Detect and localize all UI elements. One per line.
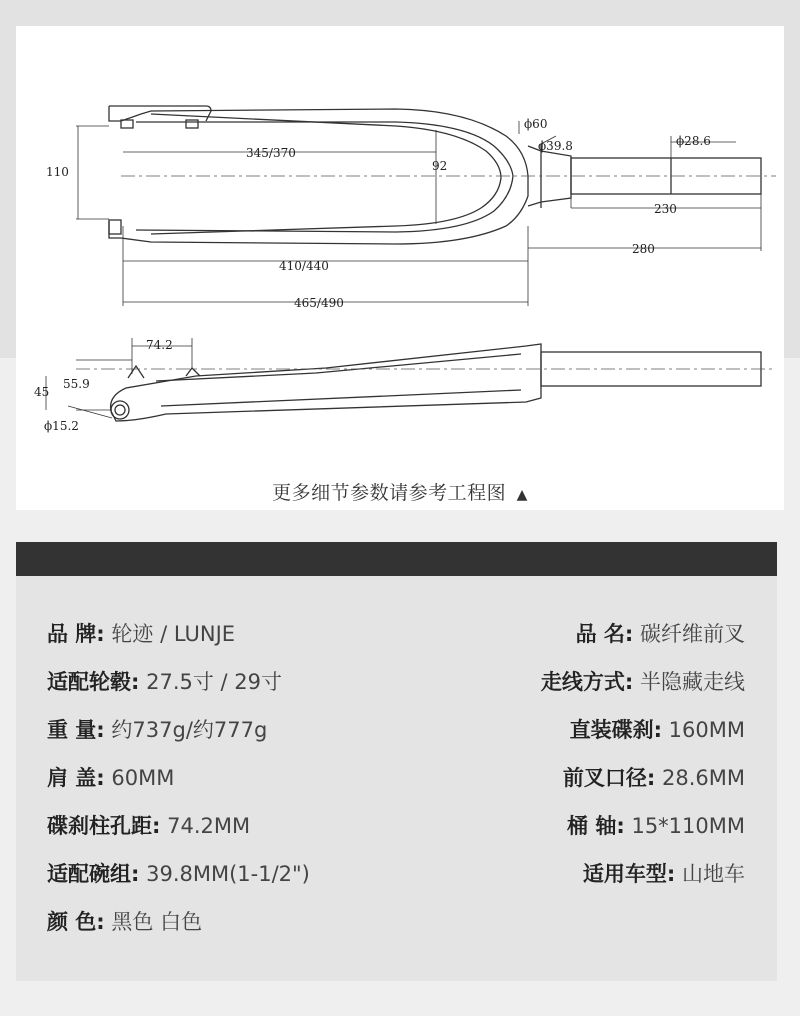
dim-465-490: 465/490 [294,296,344,310]
spec-value: 60MM [111,766,175,790]
dim-280: 280 [632,242,655,256]
spec-label: 肩 盖: [47,766,105,790]
fork-blade-inner-line [151,114,501,234]
spec-label: 重 量: [47,718,105,742]
spec-value: 28.6MM [662,766,745,790]
fork-top-view [109,106,761,244]
spec-value: 74.2MM [167,814,251,838]
spec-header-bar [16,542,777,576]
dropout-tab-2 [186,120,198,128]
spec-product-name [576,618,745,648]
spec-direct-disc [570,714,745,744]
spec-label: 前叉口径: [562,766,656,790]
dim-92: 92 [432,159,448,173]
side-blade-outline [111,344,541,421]
dim-d15-2: ϕ15.2 [44,419,79,433]
spec-brand [47,618,235,648]
engineering-drawing-card [16,26,784,510]
dim-d28-6: ϕ28.6 [676,134,711,148]
drawing-caption [16,478,784,505]
spec-label: 桶 轴: [567,814,625,838]
spec-label: 碟刹柱孔距: [47,814,161,838]
spec-label: 适用车型: [582,862,676,886]
caption-text: 更多细节参数请参考工程图 [272,482,507,504]
spec-label: 直装碟刹: [569,718,662,742]
axle-hole-inner [115,405,125,415]
axle-hole [111,401,129,419]
dim-d39-8: ϕ39.8 [538,139,573,153]
spec-label: 适配轮毂: [47,670,140,694]
dim-110: 110 [46,165,69,179]
spec-thru-axle [567,810,745,840]
dim-d60: ϕ60 [524,117,548,131]
disc-mount-1 [128,366,144,378]
spec-value: 轮迹 / LUNJE [111,622,236,646]
spec-value: 27.5寸 / 29寸 [146,670,282,694]
dropout-bottom [109,220,121,234]
spec-value: 约737g/约777g [111,718,268,742]
spec-steerer-diameter [563,762,745,792]
spec-crown [47,762,174,792]
dropout-tab-1 [121,120,133,128]
fork-outline-inner [136,122,513,232]
spec-value: 黑色 白色 [111,910,203,934]
spec-bike-type [583,858,745,888]
fork-engineering-drawing [16,26,784,510]
spec-cable-routing [541,666,745,696]
dim-45: 45 [34,385,50,399]
spec-label: 品 名: [575,622,634,646]
spec-value: 160MM [668,718,745,742]
spec-label: 颜 色: [47,910,105,934]
spec-wheel-hub [47,666,282,696]
spec-value: 39.8MM(1-1/2") [146,862,310,886]
spec-headset [47,858,310,888]
spec-label: 品 牌: [47,622,105,646]
dropout-top [109,106,211,121]
spec-disc-mount [47,810,250,840]
fork-side-view [111,344,761,421]
up-triangle-icon: ▲ [516,487,528,503]
dim-230: 230 [654,202,677,216]
spec-value: 山地车 [682,862,745,886]
spec-weight [47,714,267,744]
dim-55-9: 55.9 [63,377,90,391]
dim-410-440: 410/440 [279,259,329,273]
dim-345-370: 345/370 [246,146,296,160]
side-blade-line-1 [156,354,521,381]
spec-color [47,906,202,936]
spec-value: 碳纤维前叉 [640,622,745,646]
spec-panel [16,576,777,981]
dim-74-2: 74.2 [146,338,173,352]
spec-value: 半隐藏走线 [640,670,745,694]
spec-label: 走线方式: [540,670,634,694]
spec-value: 15*110MM [631,814,745,838]
spec-label: 适配碗组: [47,862,140,886]
